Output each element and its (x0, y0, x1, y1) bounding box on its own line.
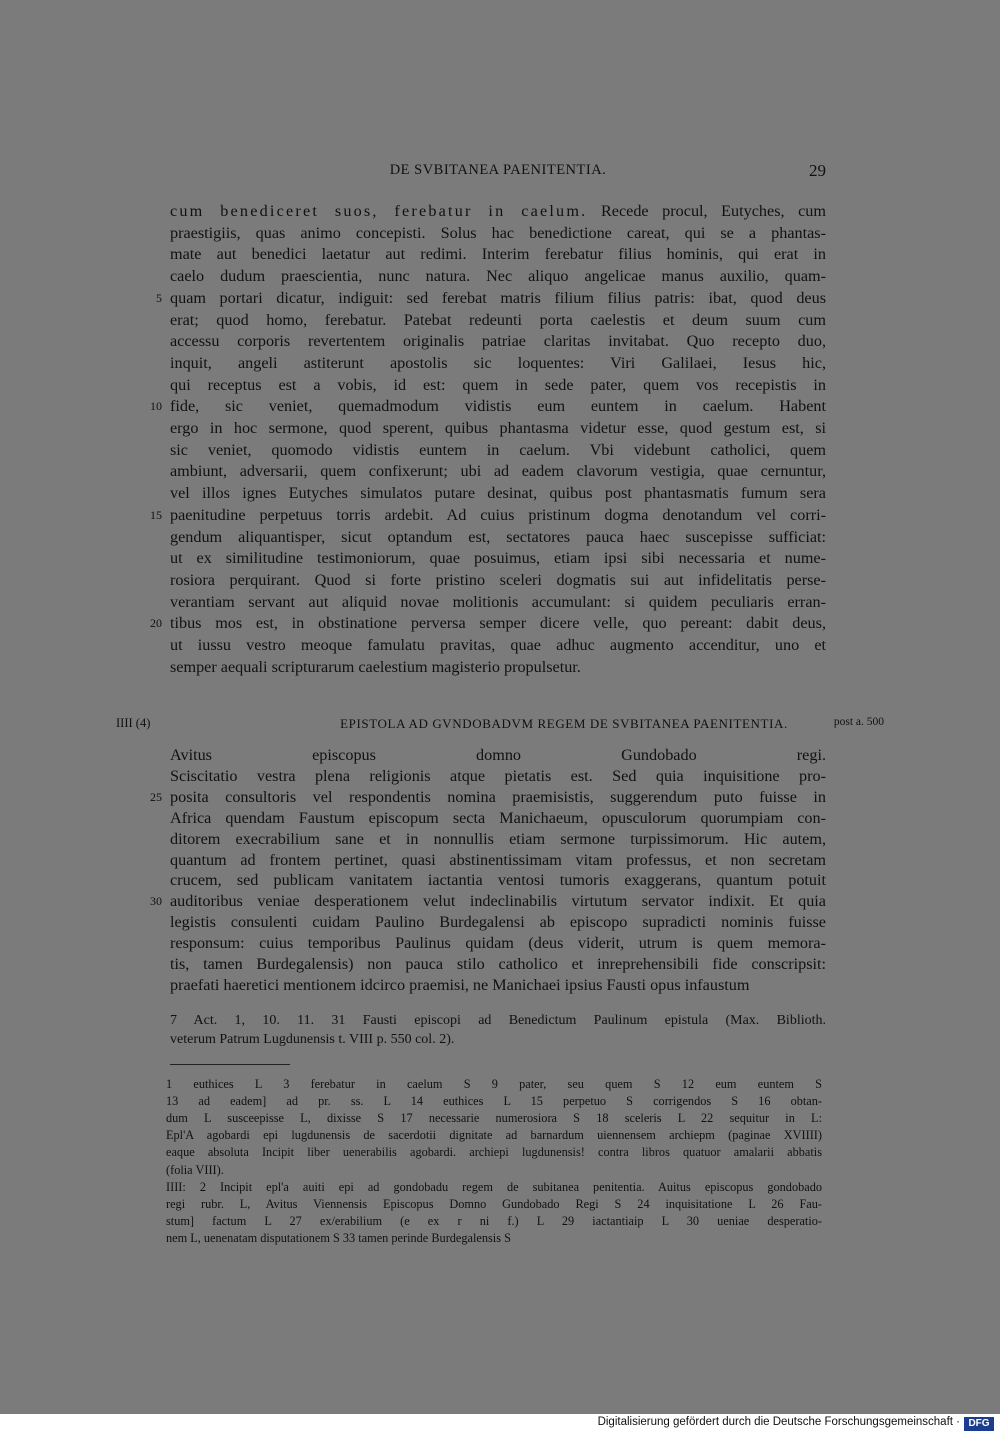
apparatus-line: IIII: 2 Incipit epl'a auiti epi ad gondobadu regem de subitanea penitentia. Auitus episcopus gondobado (166, 1179, 822, 1194)
apparatus-line: 13 ad eadem] ad pr. ss. L 14 euthices L 15 perpetuo S corrigendos S 16 obtan- (166, 1094, 822, 1109)
line-number: 25 (150, 789, 162, 804)
line-number: 15 (150, 507, 162, 522)
text-line: posita consultoris vel respondentis nomina praemisistis, suggerendum puto fuisse in (170, 787, 826, 806)
apparatus-line: nem L, uenenatam disputationem S 33 tamen perinde Burdegalensis S (166, 1230, 511, 1245)
apparatus-line: dum L susceepisse L, dixisse S 17 necessarie numerosiora S 18 sceleris L 22 sequitur in L: (166, 1111, 822, 1126)
text-line: qui receptus est a vobis, id est: quem in sede pater, quem vos recepistis in (170, 375, 826, 394)
text-line: Sciscitatio vestra plena religionis atque pietatis est. Sed quia inquisitione pro- (170, 766, 826, 785)
apparatus-line: eaque absoluta Incipit liber uenerabilis agobardi. archiepi lugdunensis! contra libros quatuor amalarii abbatis (166, 1145, 822, 1160)
text-line: ambiunt, adversarii, quem confixerunt; ubi ad eadem clavorum vestigia, quae cernuntur, (170, 462, 826, 481)
running-head (170, 162, 826, 184)
text-line: caelo dudum praescientia, nunc natura. Nec aliquo angelicae manus auxilio, quam- (170, 267, 826, 286)
section-heading (116, 716, 900, 734)
footnote-rule (170, 1064, 290, 1065)
text-line: fide, sic veniet, quemadmodum vidistis eum euntem in caelum. Habent (170, 397, 826, 416)
apparatus-line: regi rubr. L, Avitus Viennensis Episcopus Domno Gundobado Regi S 24 inquisitatione L 26 Fau- (166, 1196, 822, 1211)
apparatus-line: stum] factum L 27 ex/erabilium (e ex r ni f.) L 29 iactantiaip L 30 ueniae desperatio- (166, 1213, 822, 1228)
line-number: 5 (156, 290, 162, 305)
text-line: paenitudine perpetuus torris ardebit. Ad cuius pristinum dogma denotandum vel corri- (170, 505, 826, 524)
text-line: auditoribus veniae desperationem velut indeclinabilis virtutum servator indixit. Et quia (170, 892, 826, 911)
text-line: legistis consulenti cuidam Paulino Burdegalensi ab episcopo supradicti nominis fuisse (170, 913, 826, 932)
footer-credit: Digitalisierung gefördert durch die Deutsche Forschungsgemeinschaft · (597, 1416, 960, 1428)
line-number: 30 (150, 894, 162, 909)
text-line: praefati haeretici mentionem idcirco praemisi, ne Manichaei ipsius Fausti opus infaustum (170, 975, 750, 994)
spaced-quotation: cum benediceret suos, ferebatur in caelum. (170, 202, 588, 220)
text-line (170, 201, 826, 222)
text-line: erat; quod homo, ferebatur. Patebat redeunti porta caelestis et deum suum cum (170, 310, 826, 329)
text-line: sic veniet, quomodo vidistis euntem in caelum. Vbi videbunt catholici, quem (170, 440, 826, 459)
text-line: mate aut benedici laetatur aut redimi. Interim ferebatur filius hominis, qui erat in (170, 245, 826, 264)
digitization-footer (0, 1414, 1000, 1434)
text-line: quam portari dicatur, indiguit: sed ferebat matris filium filius patris: ibat, quod deus (170, 288, 826, 307)
line-number: 10 (150, 399, 162, 414)
text-line: Avitus episcopus domno Gundobado regi. (170, 746, 826, 764)
section-date: post a. 500 (833, 716, 884, 728)
text-line: gendum aliquantisper, sicut optandum est, sectatores pauca haec suscepisse sufficiat: (170, 527, 826, 546)
apparatus-line: (folia VIII). (166, 1162, 224, 1177)
line-number: 20 (150, 616, 162, 631)
text-line: ergo in hoc sermone, quod sperent, quibus phantasma videtur esse, quod gestum est, si (170, 419, 826, 437)
text-line: accessu corporis revertentem originalis patriae claritas invitabat. Quo recepto duo, (170, 332, 826, 351)
text-line: quantum ad frontem pertinet, quasi abstinentissimam vitam professus, et non secretam (170, 850, 826, 869)
running-title: DE SVBITANEA PAENITENTIA. (389, 162, 607, 178)
text-line: Africa quendam Faustum episcopum secta Manichaeum, opusculorum quorumpiam con- (170, 808, 826, 827)
text-line: ditorem execrabilium sane et in nonnullis etiam sermone turpissimorum. Hic autem, (170, 829, 826, 848)
section-number: IIII (4) (116, 716, 151, 730)
text-line: rosiora perquirant. Quod si forte pristino sceleri dogmatis sui aut infidelitatis perse- (170, 570, 826, 589)
note-line: veterum Patrum Lugdunensis t. VIII p. 550 col. 2). (170, 1032, 455, 1047)
text-line: inquit, angeli astiterunt apostolis sic loquentes: Viri Galilaei, Iesus hic, (170, 353, 826, 372)
section-title: EPISTOLA AD GVNDOBADVM REGEM DE SVBITANEA PAENITENTIA. (340, 716, 788, 731)
text-line: semper aequali scripturarum caelestium magisterio propulsetur. (170, 657, 581, 676)
text-line: praestigiis, quas animo concepisti. Solus hac benedictione careat, qui se a phantas- (170, 223, 826, 242)
text-line: crucem, sed publicam vanitatem iactantia ventosi tumoris exaggerans, quantum potuit (170, 871, 826, 890)
text-line: vel illos ignes Eutyches simulatos putare desinat, quibus post phantasmatis fumum sera (170, 484, 826, 503)
note-line: 7 Act. 1, 10. 11. 31 Fausti episcopi ad Benedictum Paulinum epistula (Max. Biblioth. (170, 1013, 826, 1028)
text-line: tis, tamen Burdegalensis) non pauca stilo catholico et inreprehensibili fide conscripsit: (170, 955, 826, 973)
text-line: responsum: cuius temporibus Paulinus quidam (deus viderit, utrum is quem memora- (170, 934, 826, 953)
text-line: ut iussu vestro meoque famulatu pravitas, quae adhuc augmento accenditur, uno et (170, 636, 826, 654)
line-text: Recede procul, Eutyches, cum (587, 202, 826, 220)
dfg-logo: DFG (964, 1417, 994, 1431)
text-line: ut ex similitudine testimoniorum, quae posuimus, etiam ipsi sibi necessaria et nume- (170, 549, 826, 568)
page-number: 29 (809, 161, 826, 180)
text-line: verantiam servant aut aliquid novae molitionis accumulant: si quidem peculiaris erran- (170, 592, 826, 611)
apparatus-line: 1 euthices L 3 ferebatur in caelum S 9 pater, seu quem S 12 eum euntem S (166, 1077, 822, 1091)
apparatus-line: Epl'A agobardi epi lugdunensis de sacerdotii dignitate ad barnardum uiennensem archiepm (paginae XVIIII) (166, 1128, 822, 1143)
text-line: tibus mos est, in obstinatione perversa semper dicere velle, quo pereant: dabit deus, (170, 614, 826, 633)
